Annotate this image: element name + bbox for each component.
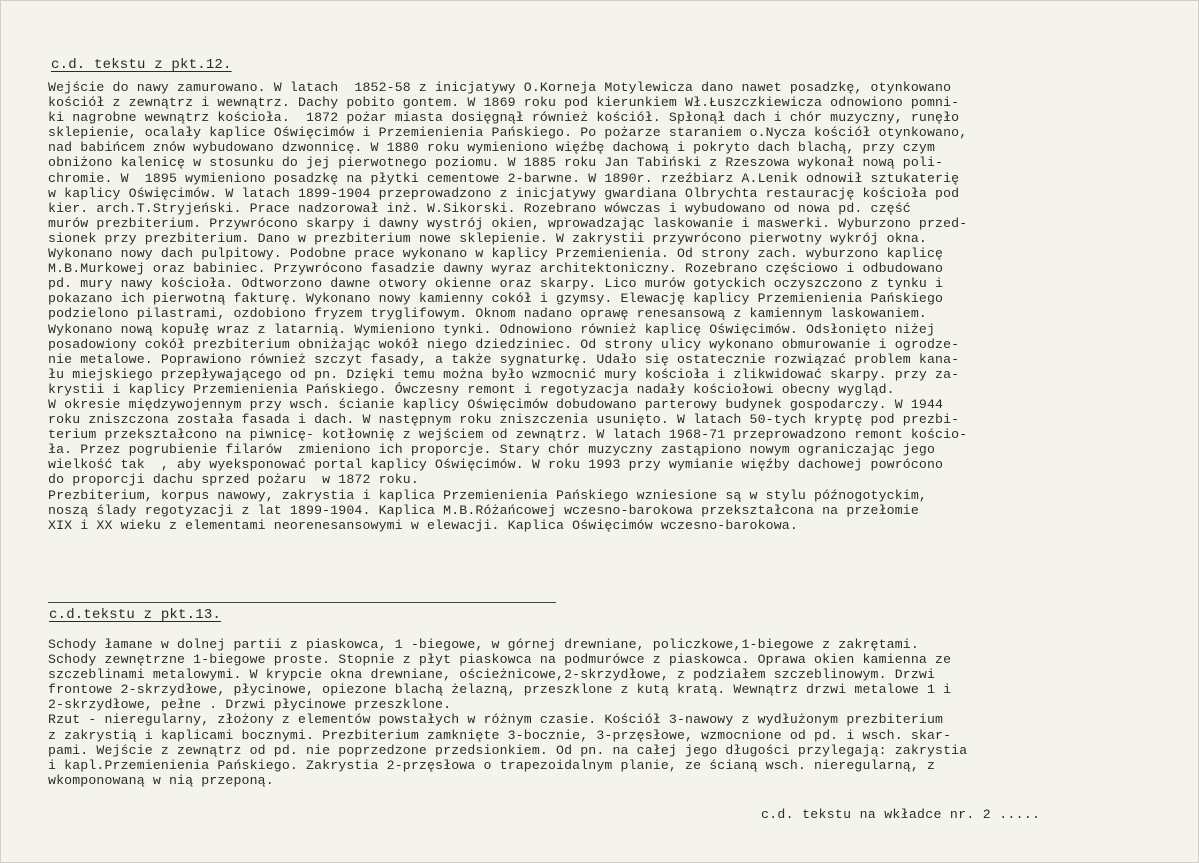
text-line: kościół z zewnątrz i wewnątrz. Dachy pobito gontem. W 1869 roku pod kierunkiem Wł.Łuszczkiewicza odnowiono pomni- [48,95,960,111]
text-line: Prezbiterium, korpus nawowy, zakrystia i kaplica Przemienienia Pańskiego wzniesione są w stylu późnogotyckim, [48,487,927,503]
text-line: nad babińcem znów wybudowano dzwonnicę. W 1880 roku wymieniono więźbę dachową i pokryto dach blachą, przy czym [48,140,936,156]
text-line: roku zniszczona została fasada i dach. W następnym roku zniszczenia usunięto. W latach 50-tych kryptę pod prezbi- [48,412,960,428]
text-line: szczeblinami metalowymi. W krypcie okna drewniane, ościeżnicowe,2-skrzydłowe, z podziałem szczeblinowym. Drzwi [48,667,936,683]
section-12-text [48,80,1178,533]
text-line: w kaplicy Oświęcimów. W latach 1899-1904 przeprowadzono z inicjatywy gwardiana Olbrychta restaurację kościoła pod [48,185,960,201]
text-line: 2-skrzydłowe, pełne . Drzwi płycinowe przeszklone. [48,697,452,713]
text-line: Wykonano nowy dach pulpitowy. Podobne prace wykonano w kaplicy Przemienienia. Od strony zach. wyburzono kaplicę [48,246,944,262]
text-line: Wykonano nową kopułę wraz z latarnią. Wymieniono tynki. Odnowiono również kaplicę Oświęcimów. Odsłonięto niżej [48,321,936,337]
text-line: Schody łamane w dolnej partii z piaskowca, 1 -biegowe, w górnej drewniane, policzkowe,1-biegowe z zakrętami. [48,637,919,652]
text-line: noszą ślady regotyzacji z lat 1899-1904. Kaplica M.B.Różańcowej wczesno-barokowa przekształcona na przełomie [48,502,919,518]
heading-section-13: c.d.tekstu z pkt.13. [49,607,222,623]
footer-continuation-note: c.d. tekstu na wkładce nr. 2 ..... [761,807,1041,822]
text-line: Schody zewnętrzne 1-biegowe proste. Stopnie z płyt piaskowca na podmurówce z piaskowca. Oprawa okien kamienna ze [48,652,952,668]
text-line: nie metalowe. Poprawiono również szczyt fasady, a także sygnaturkę. Udało się ostatecznie rozwiązać problem kana- [48,351,960,367]
text-line: podzielono pilastrami, ozdobiono fryzem tryglifowym. Oknom nadano oprawę renesansową z kamiennym laskowaniem. [48,306,927,322]
text-line: sionek przy prezbiterium. Dano w prezbiterium nowe sklepienie. W zakrystii przywrócono pierwotny wykrój okna. [48,230,927,246]
text-line: łu miejskiego przepływającego od pn. Dzięki temu można było wzmocnić mury kościoła i zlikwidować skarpy. przy za- [48,366,960,382]
text-line: W okresie międzywojennym przy wsch. ścianie kaplicy Oświęcimów dobudowano parterowy budynek gospodarczy. W 1944 [48,396,944,412]
text-line: frontowe 2-skrzydłowe, płycinowe, opiezone blachą żelazną, przeszklone z kutą kratą. Wewnątrz drzwi metalowe 1 i [48,682,952,698]
text-line: wkomponowaną w nią przeponą. [48,772,274,788]
text-line: i kapl.Przemienienia Pańskiego. Zakrystia 2-przęsłowa o trapezoidalnym planie, ze ścianą wsch. nieregularną, z [48,757,936,773]
text-line: sklepienie, ocalały kaplice Oświęcimów i Przemienienia Pańskiego. Po pożarze staraniem o.Nycza kościół otynkowano, [48,125,968,141]
text-line: pd. mury nawy kościoła. Odtworzono dawne otwory okienne oraz skarpy. Lico murów gotyckich oczyszczono z tynku i [48,276,944,292]
text-line: ła. Przez pogrubienie filarów zmieniono ich proporcje. Stary chór muzyczny zastąpiono nowym ograniczając jego [48,442,936,458]
text-line: obniżono kalenicę w stosunku do jej pierwotnego poziomu. W 1885 roku Jan Tabiński z Rzeszowa wykonał nową poli- [48,155,944,171]
text-line: pami. Wejście z zewnątrz od pd. nie poprzedzone przedsionkiem. Od pn. na całej jego długości przylegają: zakrystia [48,742,968,758]
text-line: murów prezbiterium. Przywrócono skarpy i dawny wystrój okien, wprowadzając laskowanie i maswerki. Wyburzono przed- [48,215,968,231]
text-line: chromie. W 1895 wymieniono posadzkę na płytki cementowe 2-barwne. W 1890r. rzeźbiarz A.Lenik odnowił sztukaterię [48,170,960,186]
section-divider [48,602,556,603]
text-line: terium przekształcono na piwnicę- kotłownię z wejściem od zewnątrz. W latach 1968-71 przeprowadzono remont kościo- [48,427,968,443]
section-13-text [48,637,1178,788]
text-line: posadowiony cokół prezbiterium obniżając wokół niego dziedziniec. Od strony ulicy wykonano obmurowanie i ogrodze- [48,336,960,352]
text-line: pokazano ich pierwotną fakturę. Wykonano nowy kamienny cokół i gzymsy. Elewację kaplicy Przemienienia Pańskiego [48,291,944,307]
text-line: XIX i XX wieku z elementami neorenesansowymi w elewacji. Kaplica Oświęcimów wczesno-barokowa. [48,517,798,533]
text-line: Wejście do nawy zamurowano. W latach 1852-58 z inicjatywy O.Korneja Motylewicza dano nawet posadzkę, otynkowano [48,80,952,95]
text-line: Rzut - nieregularny, złożony z elementów powstałych w różnym czasie. Kościół 3-nawowy z wydłużonym prezbiterium [48,712,944,728]
text-line: wielkość tak , aby wyeksponować portal kaplicy Oświęcimów. W roku 1993 przy wymianie więźby dachowej powrócono [48,457,944,473]
text-line: M.B.Murkowej oraz babiniec. Przywrócono fasadzie dawny wyraz architektoniczny. Rozebrano częściowo i odbudowano [48,261,944,277]
text-line: kier. arch.T.Stryjeński. Prace nadzorował inż. W.Sikorski. Rozebrano wówczas i wybudowano od nowa pd. część [48,200,911,216]
text-line: ki nagrobne wewnątrz kościoła. 1872 pożar miasta dosięgnął również kościół. Spłonął dach i chór muzyczny, runęło [48,110,960,126]
text-line: z zakrystią i kaplicami bocznymi. Prezbiterium zamknięte 3-bocznie, 3-przęsłowe, wzmocnione od pd. i wsch. skar- [48,727,952,743]
text-line: krystii i kaplicy Przemienienia Pańskiego. Ówczesny remont i regotyzacja nadały kościołowi obecny wygląd. [48,381,895,397]
heading-section-12: c.d. tekstu z pkt.12. [51,57,232,73]
text-line: do proporcji dachu sprzed pożaru w 1872 roku. [48,472,419,488]
